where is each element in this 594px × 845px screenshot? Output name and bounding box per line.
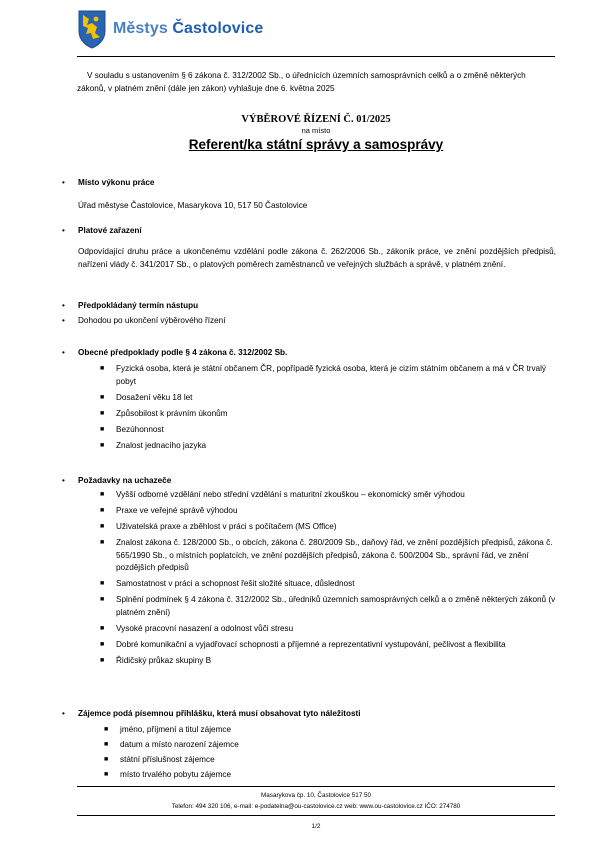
square-bullet-icon: ■	[100, 539, 105, 546]
bullet-icon: •	[62, 316, 65, 325]
section-application	[62, 708, 556, 784]
requirements-list	[62, 489, 556, 667]
title-subline: na místo	[301, 126, 331, 135]
list-item: ■ Uživatelská praxe a zběhlost v práci s počítačem (MS Office)	[62, 521, 556, 534]
section-general-requirements	[62, 347, 556, 456]
square-bullet-icon: ■	[104, 726, 109, 733]
square-bullet-icon: ■	[100, 409, 105, 417]
square-bullet-icon: ■	[100, 425, 105, 433]
square-bullet-icon: ■	[104, 756, 109, 763]
intro-paragraph: V souladu s ustanovením § 6 zákona č. 312/2002 Sb., o úřednících územních samosprávních celků a o změně některých zákonů, v platném znění (dále jen zákon) vyhlašuje dne 6. května 2025	[77, 71, 526, 93]
footer-divider-bottom	[77, 815, 555, 816]
list-item: ■ Splnění podmínek § 4 zákona č. 312/2002 Sb., úředníků územních samosprávných celků a o změně některých zákonů (v platném znění)	[100, 595, 556, 617]
section-item: Dohodou po ukončení výběrového řízení	[78, 316, 226, 325]
list-item: ■ Řidičský průkaz skupiny B	[62, 655, 556, 668]
square-bullet-icon: ■	[100, 491, 105, 498]
section-place-of-work	[62, 177, 556, 212]
list-item: ■ místo trvalého pobytu zájemce	[62, 769, 556, 782]
section-text: Úřad městyse Častolovice, Masarykova 10, 517 50 Častolovice	[78, 201, 308, 210]
square-bullet-icon: ■	[100, 441, 105, 449]
section-heading: Předpokládaný termín nástupu	[78, 301, 199, 310]
section-heading: Zájemce podá písemnou přihlášku, která musí obsahovat tyto náležitosti	[78, 709, 361, 718]
square-bullet-icon: ■	[104, 741, 109, 748]
square-bullet-icon: ■	[100, 523, 105, 530]
square-bullet-icon: ■	[104, 771, 109, 778]
section-text: Odpovídající druhu práce a ukončenému vzdělání podle zákona č. 262/2006 Sb., zákoník práce, ve znění pozdějších předpisů, nařízení vlády č. 341/2017 Sb., o platových poměrech zaměstnanců ve veřejných službách a správě, v platném znění.	[78, 247, 556, 269]
list-item: ■ Vyšší odborné vzdělání nebo střední vzdělání s maturitní zkouškou – ekonomický směr výhodou	[62, 489, 556, 502]
list-item: ■ Vysoké pracovní nasazení a odolnost vůči stresu	[62, 623, 556, 636]
position-title: Referent/ka státní správy a samosprávy	[188, 137, 444, 152]
section-heading: Místo výkonu práce	[78, 178, 155, 187]
coat-of-arms-icon	[77, 9, 107, 49]
bullet-icon: •	[62, 709, 65, 718]
list-item: ■ Fyzická osoba, která je státní občanem ČR, popřípadě fyzická osoba, která je cizím státním občanem a má v ČR trvalý pobyt	[100, 364, 547, 386]
footer-contact: Telefon: 494 320 106, e-mail: e-podatelna@ou-castolovice.cz web: www.ou-castolovice.cz IČO: 274780	[171, 803, 461, 810]
list-item: ■ Samostatnost v práci a schopnost řešit složité situace, důslednost	[62, 578, 556, 591]
footer-address: Masarykova čp. 10, Častolovice 517 50	[261, 792, 371, 799]
document-title: VÝBĚROVÉ ŘÍZENÍ Č. 01/2025	[241, 114, 391, 125]
letterhead	[77, 8, 263, 50]
square-bullet-icon: ■	[100, 640, 105, 648]
list-item: ■ Dobré komunikační a vyjadřovací schopnosti a příjemné a reprezentativní vystupování, pečlivost a flexibilita	[62, 639, 556, 652]
list-item: ■ Dosažení věku 18 let	[62, 392, 556, 405]
square-bullet-icon: ■	[100, 365, 105, 372]
list-item: ■ Bezúhonnost	[62, 424, 556, 437]
bullet-icon: •	[62, 476, 65, 485]
section-heading: Platové zařazení	[78, 226, 142, 235]
brand-name: Častolovice	[172, 20, 264, 37]
square-bullet-icon: ■	[100, 580, 105, 587]
list-item: ■ jméno, příjmení a titul zájemce	[62, 724, 556, 737]
footer-divider	[77, 786, 555, 787]
section-candidate-requirements	[62, 475, 556, 671]
list-item: ■ Znalost jednacího jazyka	[62, 440, 556, 453]
bullet-icon: •	[62, 178, 65, 187]
list-item: ■ Znalost zákona č. 128/2000 Sb., o obcích, zákona č. 280/2009 Sb., daňový řád, ve znění pozdějších předpisů, zákona č. 565/1990 Sb., o místních poplatcích, ve znění pozdějších předpisů, zákona č. 500/2004 Sb., správní řád, ve znění pozdějších předpisů	[100, 538, 553, 572]
list-item: ■ Praxe ve veřejné správě výhodou	[62, 505, 556, 518]
square-bullet-icon: ■	[100, 656, 105, 664]
section-start-date	[62, 300, 556, 327]
list-item: ■ datum a místo narození zájemce	[62, 739, 556, 752]
municipality-name	[113, 20, 263, 38]
square-bullet-icon: ■	[100, 507, 105, 514]
square-bullet-icon: ■	[100, 624, 105, 632]
footer	[77, 790, 555, 812]
application-requirements-list	[62, 724, 556, 782]
bullet-icon: •	[62, 301, 65, 310]
section-heading: Obecné předpoklady podle § 4 zákona č. 312/2002 Sb.	[78, 348, 288, 357]
list-item: ■ Způsobilost k právním úkonům	[62, 408, 556, 421]
requirements-list	[62, 363, 556, 452]
section-heading: Požadavky na uchazeče	[78, 476, 172, 485]
brand-prefix: Městys	[113, 20, 168, 37]
bullet-icon: •	[62, 226, 65, 235]
title-block	[77, 113, 555, 154]
square-bullet-icon: ■	[100, 596, 105, 603]
section-salary	[62, 225, 556, 271]
header-divider	[77, 56, 555, 57]
page-number: 1/2	[311, 823, 321, 830]
square-bullet-icon: ■	[100, 393, 105, 401]
bullet-icon: •	[62, 348, 65, 357]
list-item: ■ státní příslušnost zájemce	[62, 754, 556, 767]
